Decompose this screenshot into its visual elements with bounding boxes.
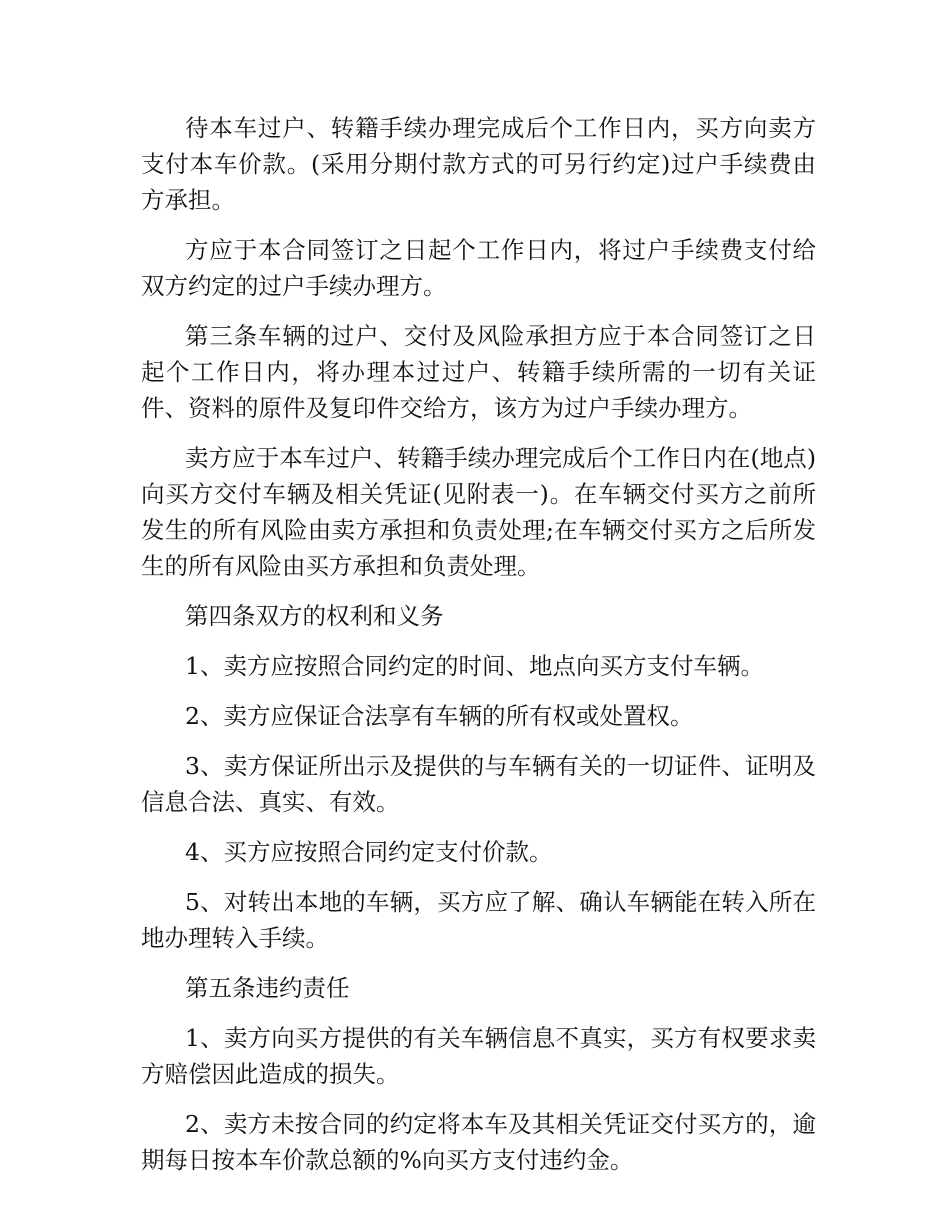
clause-4-3: 3、卖方保证所出示及提供的与车辆有关的一切证件、证明及信息合法、真实、有效。 bbox=[141, 752, 816, 816]
clause-4-5: 5、对转出本地的车辆，买方应了解、确认车辆能在转入所在地办理转入手续。 bbox=[141, 888, 816, 952]
document-page bbox=[141, 110, 816, 1192]
clause-4-2: 2、卖方应保证合法享有车辆的所有权或处置权。 bbox=[185, 702, 694, 730]
clause-5-2: 2、卖方未按合同的约定将本车及其相关凭证交付买方的，逾期每日按本车价款总额的%向买方支付违约金。 bbox=[141, 1110, 816, 1174]
heading-article-4-rights-obligations: 第四条双方的权利和义务 bbox=[185, 602, 444, 630]
clause-4-1: 1、卖方应按照合同约定的时间、地点向买方支付车辆。 bbox=[185, 652, 764, 680]
heading-article-5-liability: 第五条违约责任 bbox=[185, 974, 350, 1002]
paragraph-article-3-transfer-delivery-risk: 第三条车辆的过户、交付及风险承担方应于本合同签订之日起个工作日内，将办理本过过户、转籍手续所需的一切有关证件、资料的原件及复印件交给方，该方为过户手续办理方。 bbox=[141, 322, 816, 422]
paragraph-payment-after-transfer: 待本车过户、转籍手续办理完成后个工作日内，买方向卖方支付本车价款。(采用分期付款方式的可另行约定)过户手续费由方承担。 bbox=[141, 114, 816, 214]
clause-5-1: 1、卖方向买方提供的有关车辆信息不真实，买方有权要求卖方赔偿因此造成的损失。 bbox=[141, 1024, 816, 1088]
paragraph-vehicle-delivery-risk: 卖方应于本车过户、转籍手续办理完成后个工作日内在(地点)向买方交付车辆及相关凭证(见附表一)。在车辆交付买方之前所发生的所有风险由卖方承担和负责处理;在车辆交付买方之后所发生的所有风险由买方承担和负责处理。 bbox=[141, 444, 816, 580]
clause-4-4: 4、买方应按照合同约定支付价款。 bbox=[185, 838, 553, 866]
paragraph-transfer-fee: 方应于本合同签订之日起个工作日内，将过户手续费支付给双方约定的过户手续办理方。 bbox=[141, 236, 816, 300]
